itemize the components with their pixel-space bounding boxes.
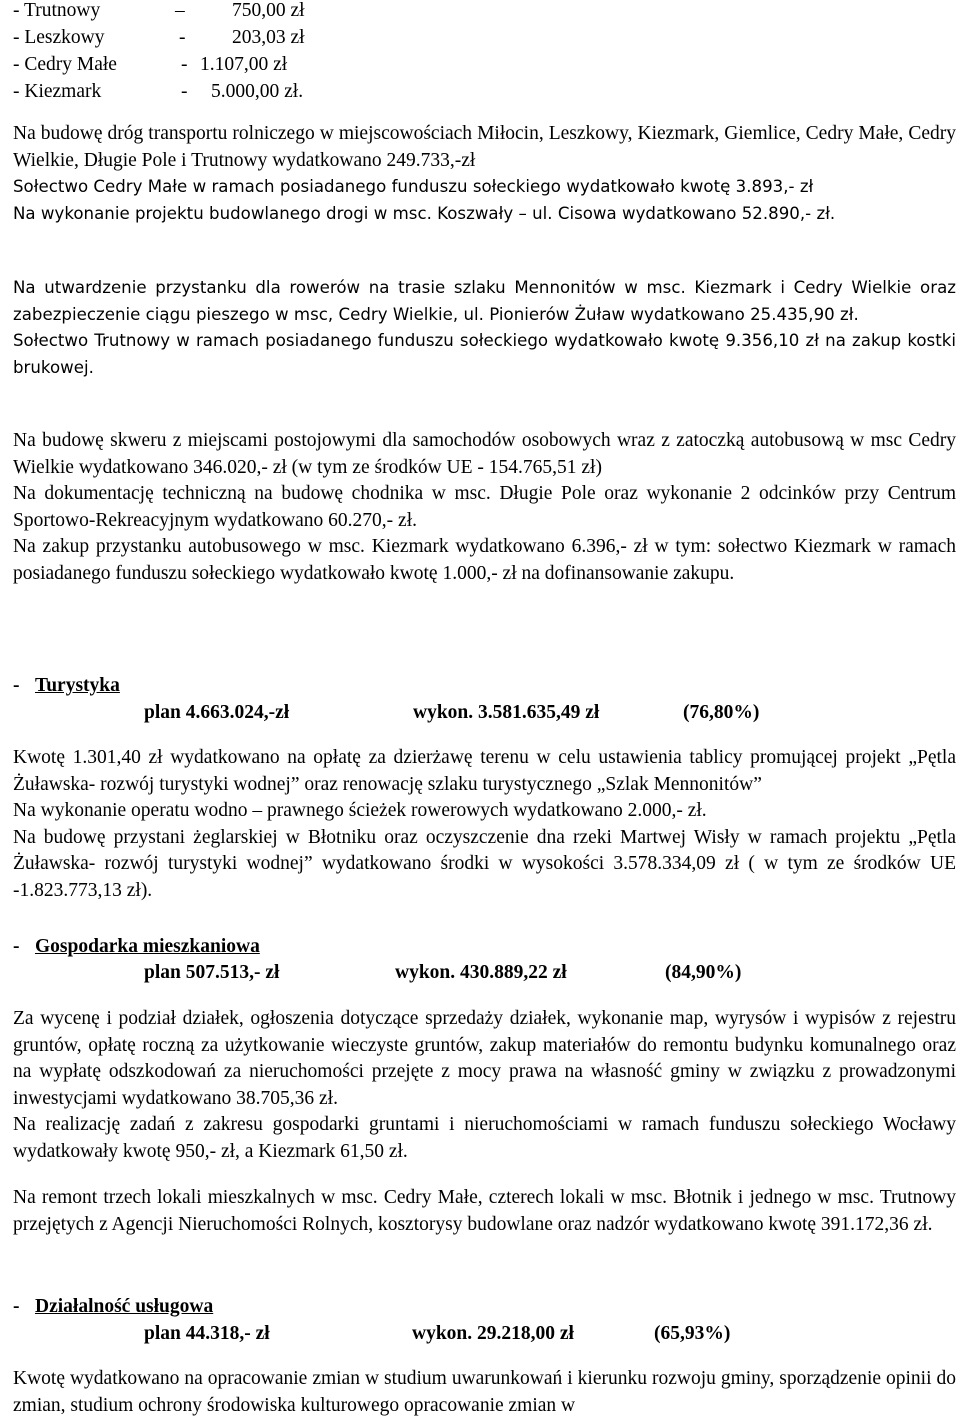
paragraph: Na wykonanie operatu wodno – prawnego ścieżek rowerowych wydatkowano 2.000,- zł. xyxy=(13,800,707,821)
list-item xyxy=(13,24,956,51)
section-dash: - xyxy=(13,1296,20,1317)
list-item xyxy=(13,51,956,78)
turystyka-block xyxy=(13,745,956,904)
section-dash: - xyxy=(13,936,20,957)
list-item-separator: – xyxy=(175,0,185,21)
list-item-amount: 5.000,00 zł. xyxy=(211,81,304,102)
paragraph: Na remont trzech lokali mieszkalnych w msc. Cedry Małe, czterech lokali w msc. Błotnik i jednego w msc. Trutnowy przejętych z Agencji Nieruchomości Rolnych, kosztorysy budowlane oraz nadzór wydatkowano kwotę 391.172,36 zł. xyxy=(13,1187,956,1235)
list-item-amount: 203,03 zł xyxy=(232,27,305,48)
paragraph: Kwotę wydatkowano na opracowanie zmian w studium uwarunkowań i kierunku rozwoju gminy, sporządzenie opinii do zmian, studium ochrony środowiska kulturowego opracowanie zmian w xyxy=(13,1368,956,1416)
paragraph: Sołectwo Trutnowy w ramach posiadanego funduszu sołeckiego wydatkowało kwotę 9.356,10 zł na zakup kostki brukowej. xyxy=(13,331,956,377)
plan-value: plan 44.318,- zł xyxy=(144,1323,270,1344)
plan-value: plan 4.663.024,-zł xyxy=(144,702,290,723)
execution-percent: (84,90%) xyxy=(665,962,742,983)
execution-percent: (76,80%) xyxy=(683,702,760,723)
list-item xyxy=(13,78,956,105)
paragraph: Za wycenę i podział działek, ogłoszenia dotyczące sprzedaży działek, wykonanie map, wyrysów i wypisów z rejestru gruntów, opłatę roczną za użytkowanie wieczyste gruntów, zakup materiałów do remontu budynku komunalnego oraz na wypłatę odszkodowań za nieruchomości przejęte z mocy prawa na własność gminy w związku z prowadzonymi inwestycjami wydatkowano 38.705,36 zł. xyxy=(13,1008,956,1109)
paragraph: Na budowę przystani żeglarskiej w Błotniku oraz oczyszczenie dna rzeki Martwej Wisły w ramach projektu „Pętla Żuławska- rozwój turystyki wodnej” wydatkowano środki w wysokości 3.578.334,09 zł ( w tym ze środków UE -1.823.773,13 zł). xyxy=(13,826,956,901)
paragraph: Na utwardzenie przystanku dla rowerów na trasie szlaku Mennonitów w msc. Kiezmark i Cedry Wielkie oraz zabezpieczenie ciągu pieszego w msc, Cedry Wielkie, ul. Pionierów Żuław wydatkowano 25.435,90 zł. xyxy=(13,278,956,324)
execution-value: wykon. 430.889,22 zł xyxy=(395,962,567,983)
section-title: Działalność usługowa xyxy=(35,1296,214,1317)
square-block xyxy=(13,428,956,587)
execution-percent: (65,93%) xyxy=(654,1323,731,1344)
list-item-amount: 750,00 zł xyxy=(232,0,305,21)
list-item-name: - Kiezmark xyxy=(13,81,102,102)
bike-stop-block xyxy=(13,275,956,381)
paragraph: Na budowę skweru z miejscami postojowymi dla samochodów osobowych wraz z zatoczką autobusową w msc Cedry Wielkie wydatkowano 346.020,- zł (w tym ze środków UE - 154.765,51 zł) xyxy=(13,430,956,478)
paragraph: Na budowę dróg transportu rolniczego w miejscowościach Miłocin, Leszkowy, Kiezmark, Giemlice, Cedry Małe, Cedry Wielkie, Długie Pole i Trutnowy wydatkowano 249.733,-zł xyxy=(13,123,956,171)
paragraph: Na dokumentację techniczną na budowę chodnika w msc. Długie Pole oraz wykonanie 2 odcinków przy Centrum Sportowo-Rekreacyjnym wydatkowano 60.270,- zł. xyxy=(13,483,956,531)
section-title: Gospodarka mieszkaniowa xyxy=(35,936,260,957)
paragraph: Na realizację zadań z zakresu gospodarki gruntami i nieruchomościami w ramach funduszu sołeckiego Wocławy wydatkowały kwotę 950,- zł, a Kiezmark 61,50 zł. xyxy=(13,1114,956,1162)
dzialalnosc-block xyxy=(13,1366,956,1419)
list-item-separator: - xyxy=(181,81,188,102)
section-title: Turystyka xyxy=(35,675,120,696)
list-item-name: - Cedry Małe xyxy=(13,54,117,75)
execution-value: wykon. 3.581.635,49 zł xyxy=(413,702,600,723)
list-item-amount: 1.107,00 zł xyxy=(200,54,288,75)
list-item xyxy=(13,0,956,24)
paragraph: Kwotę 1.301,40 zł wydatkowano na opłatę za dzierżawę terenu w celu ustawienia tablicy promującej projekt „Pętla Żuławska- rozwój turystyki wodnej” oraz renowację szlaku turystycznego „Szlak Mennonitów” xyxy=(13,747,956,795)
paragraph: Sołectwo Cedry Małe w ramach posiadanego funduszu sołeckiego wydatkowało kwotę 3.893,- zł xyxy=(13,177,814,196)
paragraph: Na zakup przystanku autobusowego w msc. Kiezmark wydatkowano 6.396,- zł w tym: sołectwo Kiezmark w ramach posiadanego funduszu sołeckiego wydatkowało kwotę 1.000,- zł na dofinansowanie zakupu. xyxy=(13,536,956,584)
plan-value: plan 507.513,- zł xyxy=(144,962,280,983)
list-item-separator: - xyxy=(179,27,186,48)
gospodarka-block xyxy=(13,1006,956,1165)
list-item-name: - Leszkowy xyxy=(13,27,105,48)
roads-block xyxy=(13,121,956,227)
gospodarka-block-2 xyxy=(13,1185,956,1238)
execution-value: wykon. 29.218,00 zł xyxy=(412,1323,574,1344)
section-dash: - xyxy=(13,675,20,696)
list-item-separator: - xyxy=(181,54,188,75)
list-item-name: - Trutnowy xyxy=(13,0,101,21)
sołectwa-amount-list xyxy=(13,0,956,105)
paragraph: Na wykonanie projektu budowlanego drogi w msc. Koszwały – ul. Cisowa wydatkowano 52.890,- zł. xyxy=(13,203,836,223)
